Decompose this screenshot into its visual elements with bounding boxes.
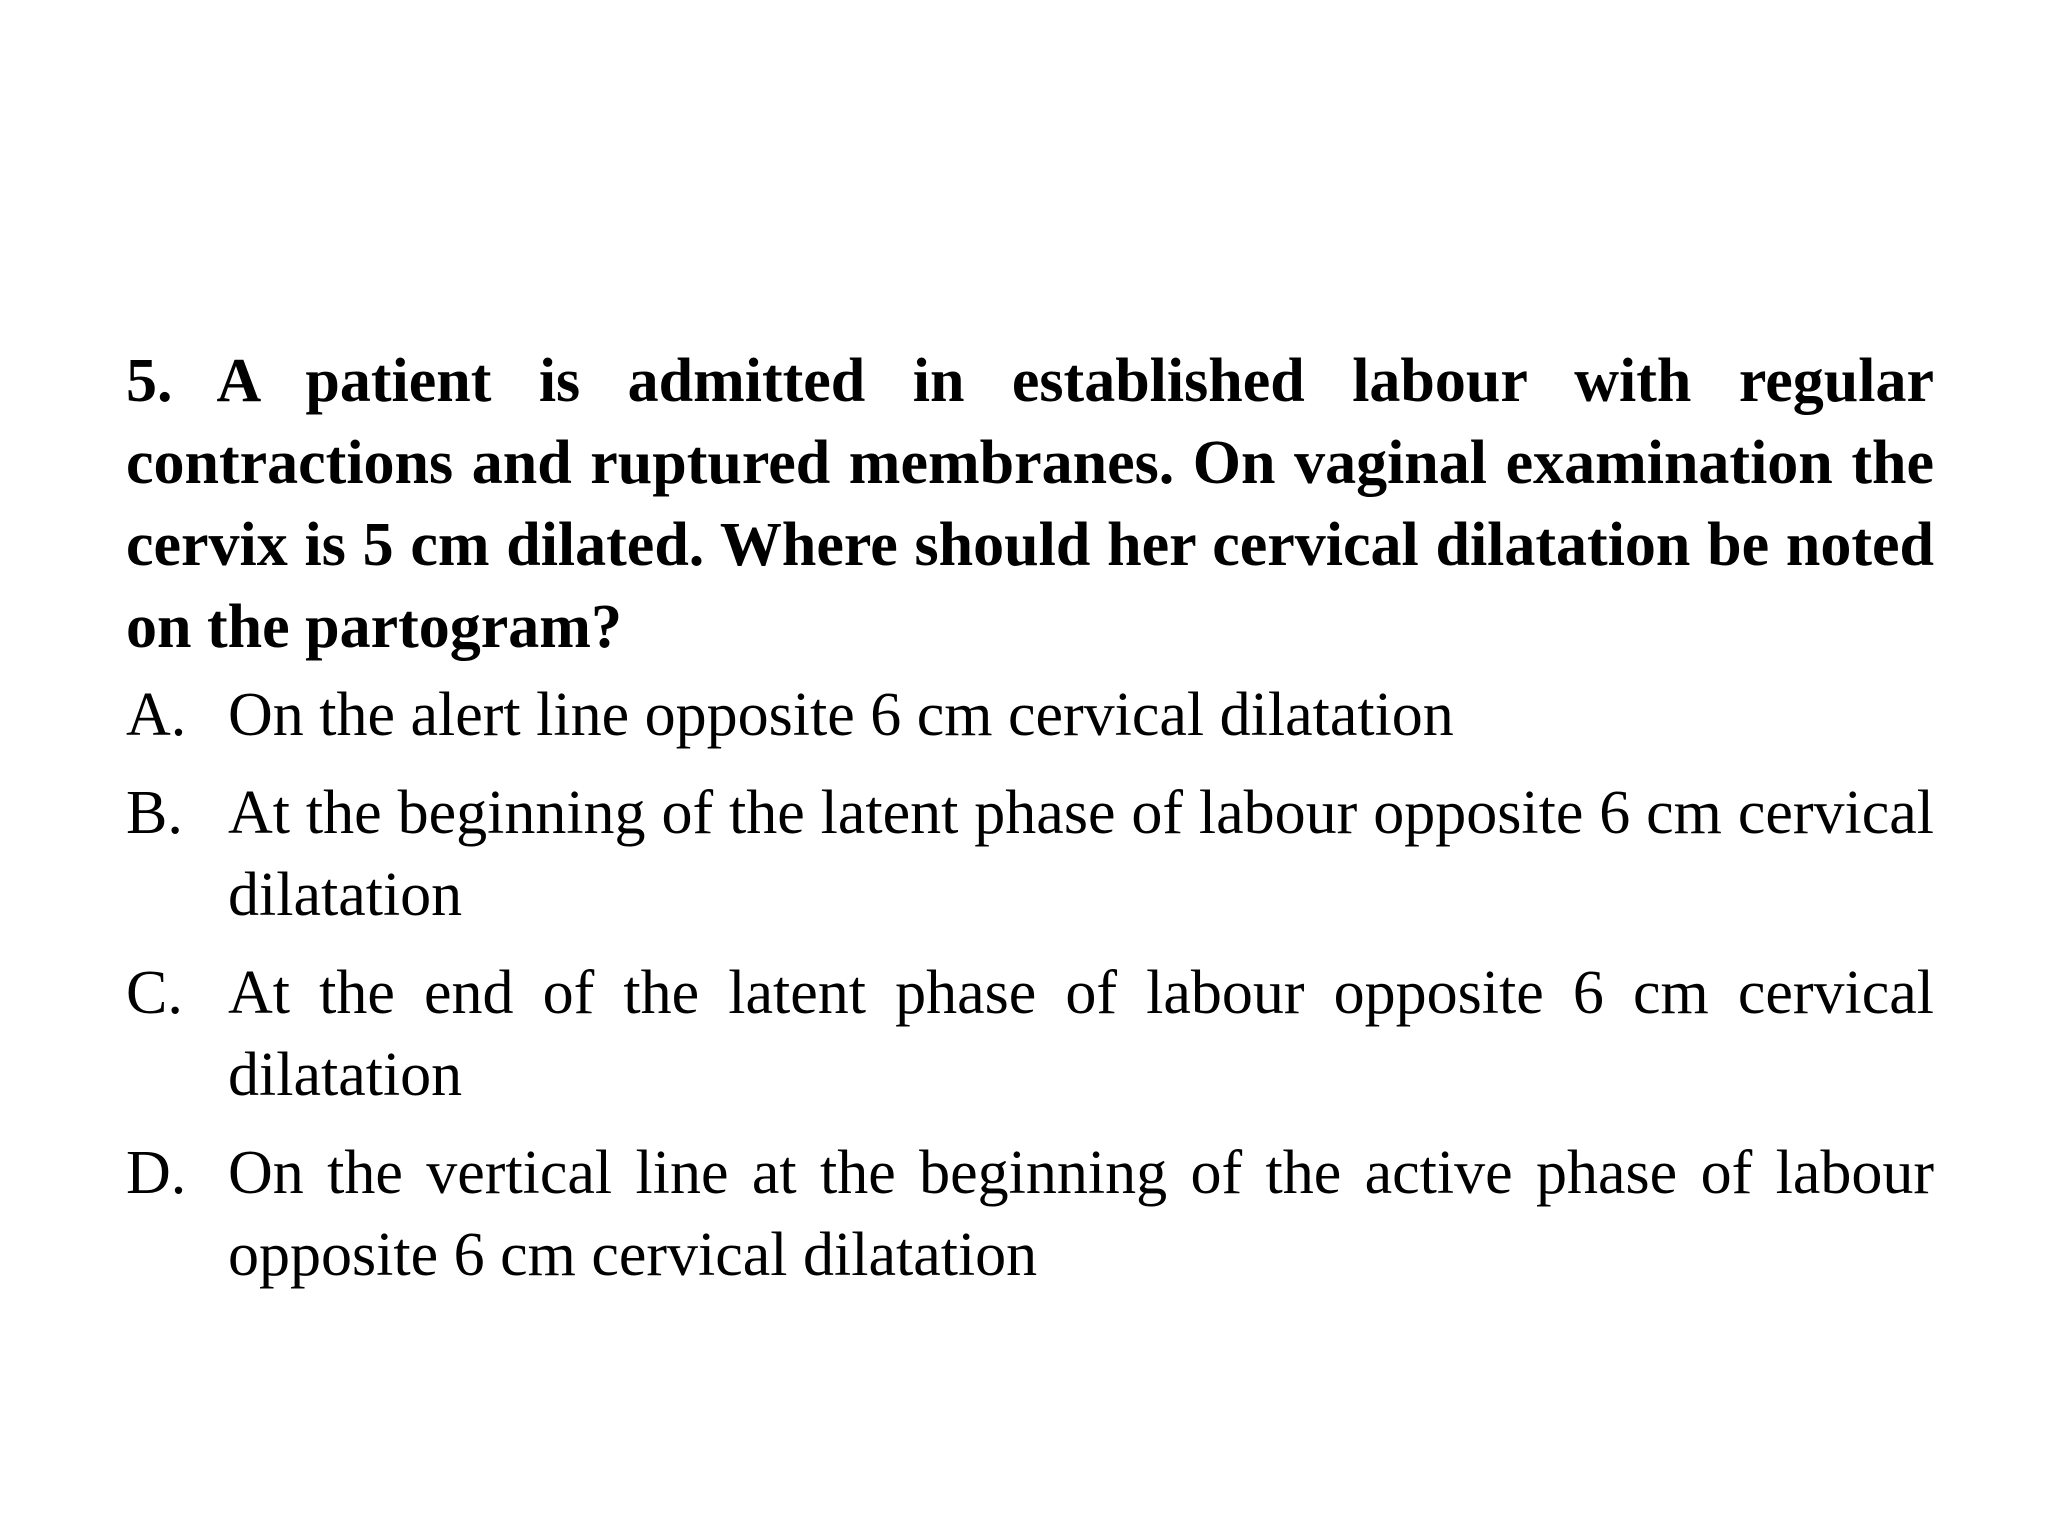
option-a xyxy=(126,674,1934,756)
option-c-text: At the end of the latent phase of labour opposite 6 cm cervical dilatation xyxy=(228,959,1934,1109)
option-a-text: On the alert line opposite 6 cm cervical dilatation xyxy=(228,681,1454,749)
option-c-letter: C. xyxy=(126,959,183,1027)
option-d xyxy=(126,1132,1934,1296)
option-d-text: On the vertical line at the beginning of the active phase of labour opposite 6 cm cervical dilatation xyxy=(228,1139,1934,1289)
option-b xyxy=(126,772,1934,936)
question-text: 5. A patient is admitted in established labour with regular contractions and ruptured membranes. On vaginal examination the cervix is 5 cm dilated. Where should her cervical dilatation be noted on the partogram? xyxy=(126,347,1934,661)
question-block xyxy=(126,340,1934,1296)
option-b-letter: B. xyxy=(126,779,183,847)
option-b-text: At the beginning of the latent phase of labour opposite 6 cm cervical dilatation xyxy=(228,779,1934,929)
option-c xyxy=(126,952,1934,1116)
answer-options xyxy=(126,674,1934,1296)
option-a-letter: A. xyxy=(126,681,187,749)
option-d-letter: D. xyxy=(126,1139,187,1207)
